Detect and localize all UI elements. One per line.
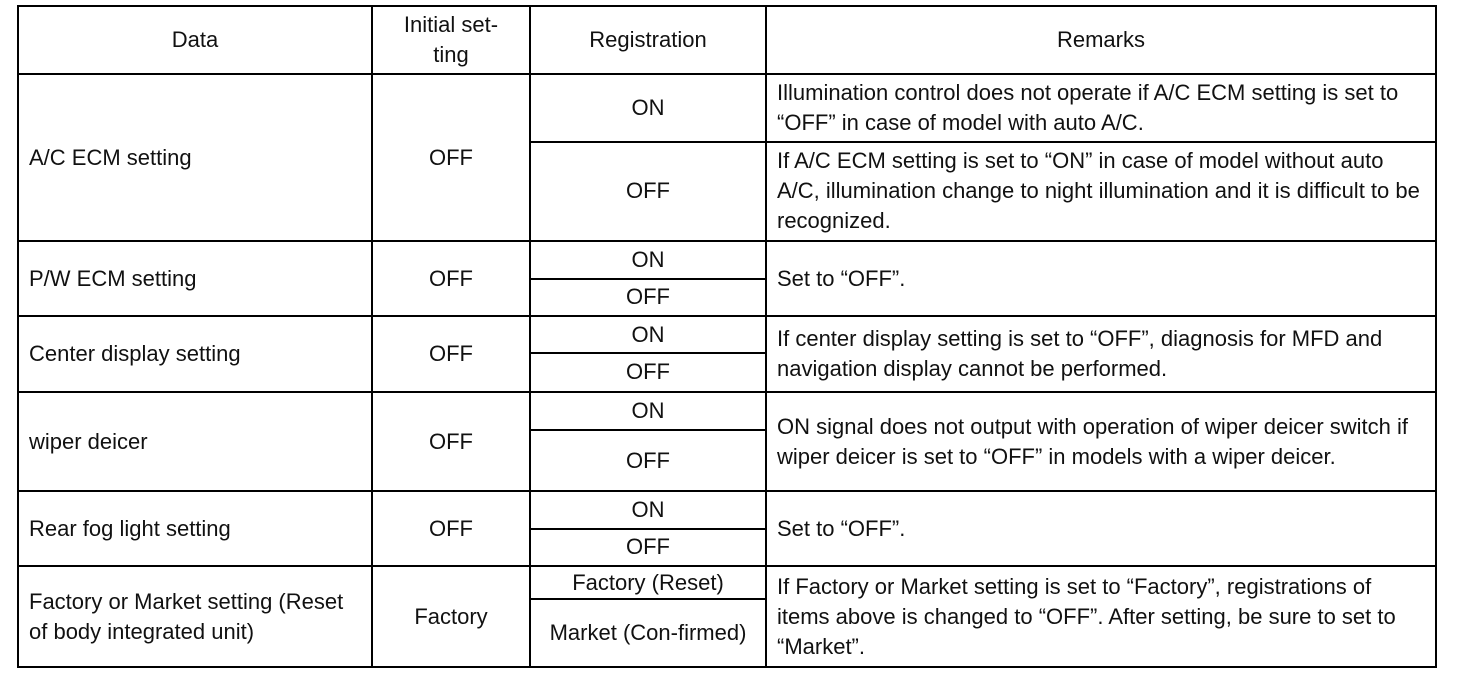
- initial-setting-cell: Factory: [372, 566, 530, 667]
- header-initial-line2: ting: [433, 42, 469, 67]
- registration-cell: OFF: [530, 430, 766, 492]
- initial-setting-cell: OFF: [372, 241, 530, 316]
- registration-cell: ON: [530, 392, 766, 430]
- header-data: Data: [18, 6, 372, 74]
- registration-cell: ON: [530, 316, 766, 353]
- data-cell: Center display setting: [18, 316, 372, 392]
- registration-cell: ON: [530, 491, 766, 528]
- data-cell: P/W ECM setting: [18, 241, 372, 316]
- settings-table: [17, 5, 1437, 668]
- data-cell: A/C ECM setting: [18, 74, 372, 241]
- registration-cell: OFF: [530, 353, 766, 391]
- registration-cell: OFF: [530, 142, 766, 242]
- table-row: [18, 74, 1436, 142]
- registration-cell: OFF: [530, 279, 766, 316]
- remarks-cell: Set to “OFF”.: [766, 241, 1436, 316]
- table-row: [18, 241, 1436, 278]
- header-remarks: Remarks: [766, 6, 1436, 74]
- initial-setting-cell: OFF: [372, 74, 530, 241]
- registration-cell: Market (Con-firmed): [530, 599, 766, 667]
- table-row: [18, 566, 1436, 599]
- header-registration: Registration: [530, 6, 766, 74]
- table-row: [18, 392, 1436, 430]
- remarks-cell: ON signal does not output with operation of wiper deicer switch if wiper deicer is set to “OFF” in models with a wiper deicer.: [766, 392, 1436, 492]
- header-initial-setting: [372, 6, 530, 74]
- registration-cell: ON: [530, 241, 766, 278]
- registration-cell: ON: [530, 74, 766, 142]
- table-row: [18, 491, 1436, 528]
- initial-setting-cell: OFF: [372, 491, 530, 566]
- registration-cell: Factory (Reset): [530, 566, 766, 599]
- remarks-cell: Illumination control does not operate if A/C ECM setting is set to “OFF” in case of model with auto A/C.: [766, 74, 1436, 142]
- header-initial-line1: Initial set-: [403, 12, 499, 37]
- initial-setting-cell: OFF: [372, 316, 530, 392]
- remarks-cell: If Factory or Market setting is set to “Factory”, registrations of items above is changed to “OFF”. After setting, be sure to set to “Market”.: [766, 566, 1436, 667]
- remarks-cell: If center display setting is set to “OFF”, diagnosis for MFD and navigation display cannot be performed.: [766, 316, 1436, 392]
- table-row: [18, 316, 1436, 353]
- data-cell: wiper deicer: [18, 392, 372, 492]
- header-row: [18, 6, 1436, 74]
- remarks-cell: Set to “OFF”.: [766, 491, 1436, 566]
- data-cell: Factory or Market setting (Reset of body integrated unit): [18, 566, 372, 667]
- registration-cell: OFF: [530, 529, 766, 566]
- data-cell: Rear fog light setting: [18, 491, 372, 566]
- initial-setting-cell: OFF: [372, 392, 530, 492]
- remarks-cell: If A/C ECM setting is set to “ON” in case of model without auto A/C, illumination change to night illumination and it is difficult to be recognized.: [766, 142, 1436, 242]
